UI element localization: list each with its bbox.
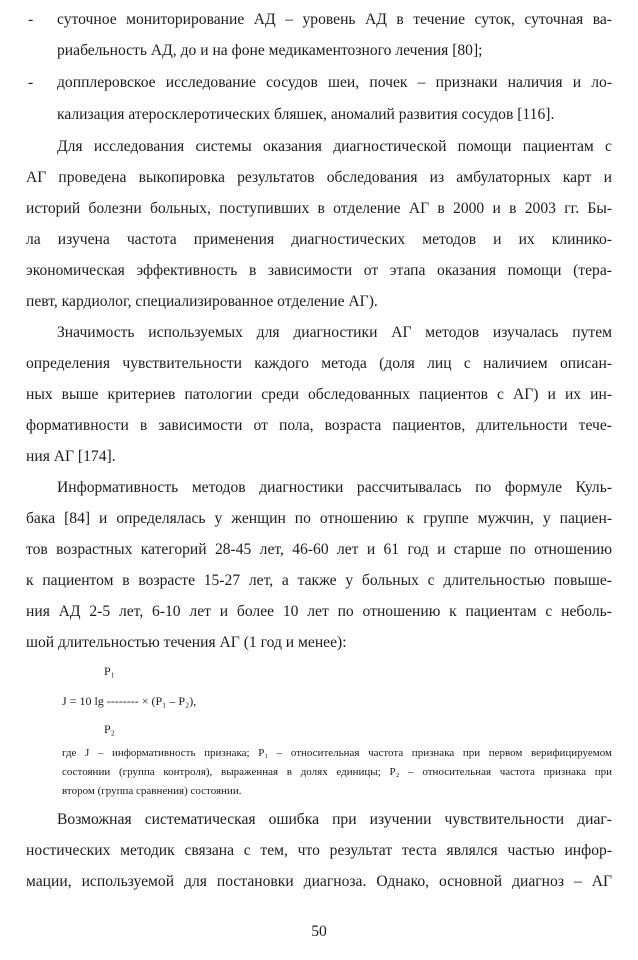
paragraph-line: ла изучена частота применения диагностических методов и их клинико-: [26, 231, 612, 248]
formula-legend-line: где J – информативность признака; P₁ – относительная частота признака при первом верифицируемом: [62, 747, 612, 759]
paragraph-line: к пациентом в возрасте 15-27 лет, а также у больных с длительностью повыше-: [26, 572, 612, 589]
formula-legend-line: втором (группа сравнения) состоянии.: [62, 785, 242, 797]
bullet-item-line: суточное мониторирование АД – уровень АД в течение суток, суточная ва-: [57, 11, 612, 28]
bullet-item-line: кализация атеросклеротических бляшек, аномалий развития сосудов [116].: [57, 106, 555, 123]
paragraph-line: мации, используемой для постановки диагноза. Однако, основной диагноз – АГ: [26, 873, 612, 890]
paragraph-line: певт, кардиолог, специализированное отделение АГ).: [26, 293, 378, 310]
formula-expression: J = 10 lg -------- × (P₁ – P₂),: [62, 694, 197, 708]
paragraph-line: историй болезни больных, поступивших в отделение АГ в 2000 и в 2003 гг. Бы-: [26, 200, 613, 217]
paragraph-line: определения чувствительности каждого метода (доля лиц с наличием описан-: [26, 355, 613, 372]
paragraph-line: ния АД 2-5 лет, 6-10 лет и более 10 лет по отношению к пациентам с неболь-: [26, 603, 612, 620]
paragraph-line: экономическая эффективность в зависимости от этапа оказания помощи (тера-: [26, 262, 612, 279]
paragraph-line: Значимость используемых для диагностики АГ методов изучалась путем: [57, 324, 612, 341]
paragraph-line: тов возрастных категорий 28-45 лет, 46-60 лет и 61 год и старше по отношению: [26, 541, 612, 558]
paragraph-line: шой длительностью течения АГ (1 год и менее):: [26, 634, 347, 651]
paragraph-line: Информативность методов диагностики рассчитывалась по формуле Куль-: [57, 479, 613, 496]
bullet-marker: -: [28, 11, 34, 28]
paragraph-line: ных выше критериев патологии среди обследованных пациентов с АГ) и их ин-: [26, 386, 613, 403]
paragraph-line: АГ проведена выкопировка результатов обследования из амбулаторных карт и: [26, 169, 612, 186]
bullet-marker: -: [28, 74, 34, 91]
paragraph-line: Возможная систематическая ошибка при изучении чувствительности диаг-: [57, 811, 612, 828]
paragraph-line: Для исследования системы оказания диагностической помощи пациентам с: [57, 138, 612, 155]
paragraph-line: формативности в зависимости от пола, возраста пациентов, длительности тече-: [26, 417, 612, 434]
paragraph-line: ностических методик связана с тем, что результат теста являлся частью инфор-: [26, 842, 613, 859]
formula-numerator: P₁: [104, 664, 115, 678]
page-number: 50: [311, 923, 327, 940]
formula-legend-line: состоянии (группа контроля), выраженная в долях единицы; P₂ – относительная частота признака при: [62, 766, 613, 778]
bullet-item-line: допплеровское исследование сосудов шеи, почек – признаки наличия и ло-: [57, 74, 613, 91]
bullet-item-line: риабельность АД, до и на фоне медикаментозного лечения [80];: [57, 42, 483, 59]
paragraph-line: бака [84] и определялась у женщин по отношению к группе мужчин, у пациен-: [26, 510, 613, 527]
paragraph-line: ния АГ [174].: [26, 448, 116, 465]
formula-denominator: P₂: [104, 722, 115, 736]
